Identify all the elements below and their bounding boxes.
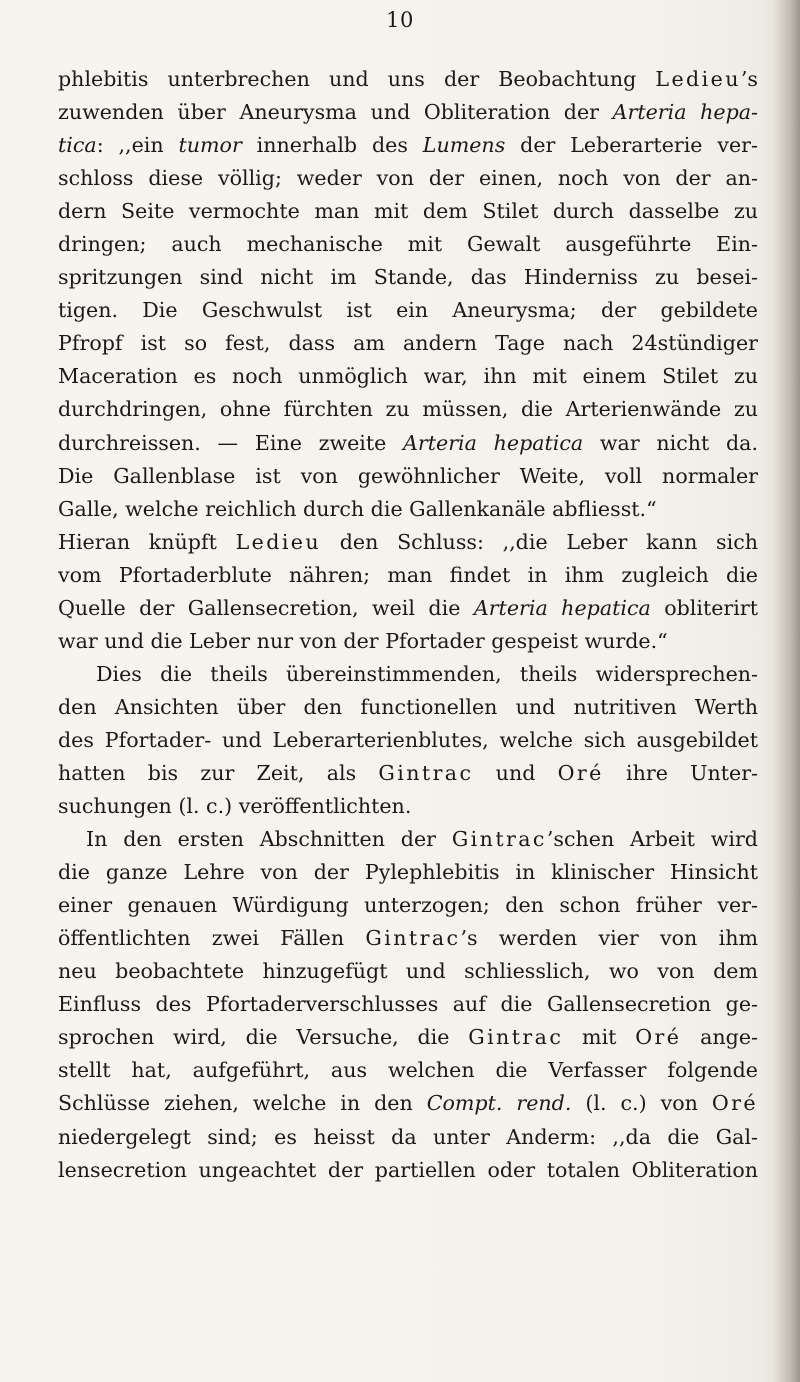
text-line: dringen; auch mechanische mit Gewalt ausgeführte Ein-: [58, 232, 758, 257]
text-line: Die Gallenblase ist von gewöhnlicher Weite, voll normaler: [58, 463, 758, 488]
spaced-name: Oré: [557, 760, 604, 785]
text-line: des Pfortader- und Leberarterienblutes, welche sich ausgebildet: [58, 727, 758, 752]
text-line: hatten bis zur Zeit, als Gintrac und Oré ihre Unter-: [58, 760, 759, 785]
text-line: suchungen (l. c.) veröffentlichten.: [58, 794, 412, 819]
text-line: Schlüsse ziehen, welche in den Compt. rend. (l. c.) von Oré: [58, 1091, 758, 1116]
text-line: die ganze Lehre von der Pylephlebitis in klinischer Hinsicht: [58, 860, 758, 885]
text-line: durchreissen. — Eine zweite Arteria hepatica war nicht da.: [58, 430, 758, 455]
text-line: war und die Leber nur von der Pfortader gespeist wurde.“: [58, 628, 668, 653]
italic-term: Arteria hepatica: [403, 430, 584, 455]
spaced-name: Gintrac: [468, 1025, 564, 1050]
text-line: Maceration es noch unmöglich war, ihn mit einem Stilet zu: [58, 364, 758, 389]
text-line: tigen. Die Geschwulst ist ein Aneurysma; der gebildete: [58, 298, 758, 323]
spaced-name: Gintrac: [378, 760, 474, 785]
text-line: neu beobachtete hinzugefügt und schliesslich, wo von dem: [58, 959, 758, 984]
italic-term: Arteria hepa-: [612, 100, 758, 125]
text-line: sprochen wird, die Versuche, die Gintrac mit Oré ange-: [58, 1025, 758, 1050]
text-line: dern Seite vermochte man mit dem Stilet durch dasselbe zu: [58, 199, 758, 224]
page-edge-shadow: [774, 0, 800, 1382]
italic-term: Lumens: [422, 133, 506, 158]
italic-term: Arteria hepatica: [473, 595, 651, 620]
italic-term: tumor: [178, 133, 242, 158]
text-line: vom Pfortaderblute nähren; man findet in ihm zugleich die: [58, 562, 758, 587]
spaced-name: Gintrac: [451, 827, 547, 852]
text-line: tica: ,,ein tumor innerhalb des Lumens der Leberarterie ver-: [58, 133, 758, 158]
spaced-name: Oré: [711, 1091, 758, 1116]
text-line: lensecretion ungeachtet der partiellen oder totalen Obliteration: [58, 1157, 758, 1182]
text-line: stellt hat, aufgeführt, aus welchen die Verfasser folgende: [58, 1058, 758, 1083]
text-line: Quelle der Gallensecretion, weil die Arteria hepatica obliterirt: [58, 595, 758, 620]
text-line: schloss diese völlig; weder von der einen, noch von der an-: [58, 166, 758, 191]
text-line: den Ansichten über den functionellen und nutritiven Werth: [58, 694, 758, 719]
page-number: 10: [386, 8, 414, 32]
text-line: zuwenden über Aneurysma und Obliteration der Arteria hepa-: [58, 100, 758, 125]
text-line: niedergelegt sind; es heisst da unter Anderm: ,,da die Gal-: [58, 1124, 758, 1149]
spaced-name: Ledieu: [235, 529, 322, 554]
text-line: Pfropf ist so fest, dass am andern Tage nach 24stündiger: [58, 331, 758, 356]
text-line: Hieran knüpft Ledieu den Schluss: ,,die Leber kann sich: [58, 529, 758, 554]
text-line: einer genauen Würdigung unterzogen; den schon früher ver-: [58, 893, 758, 918]
text-line: spritzungen sind nicht im Stande, das Hinderniss zu besei-: [58, 265, 758, 290]
italic-term: tica: [58, 133, 97, 158]
text-line: phlebitis unterbrechen und uns der Beobachtung Ledieu’s: [58, 67, 758, 91]
italic-term: Compt. rend.: [426, 1091, 572, 1116]
spaced-name: Gintrac: [365, 926, 461, 951]
text-line: Einfluss des Pfortaderverschlusses auf die Gallensecretion ge-: [58, 992, 758, 1017]
spaced-name: Ledieu: [655, 67, 741, 91]
text-line: durchdringen, ohne fürchten zu müssen, die Arterienwände zu: [58, 397, 758, 422]
text-line: Galle, welche reichlich durch die Gallenkanäle abfliesst.“: [58, 496, 657, 521]
text-line: Dies die theils übereinstimmenden, theils widersprechen-: [96, 661, 758, 686]
body-text: [58, 63, 758, 1187]
text-line: öffentlichten zwei Fällen Gintrac’s werden vier von ihm: [58, 926, 758, 951]
spaced-name: Oré: [635, 1025, 682, 1050]
text-line: In den ersten Abschnitten der Gintrac’schen Arbeit wird: [86, 827, 758, 852]
